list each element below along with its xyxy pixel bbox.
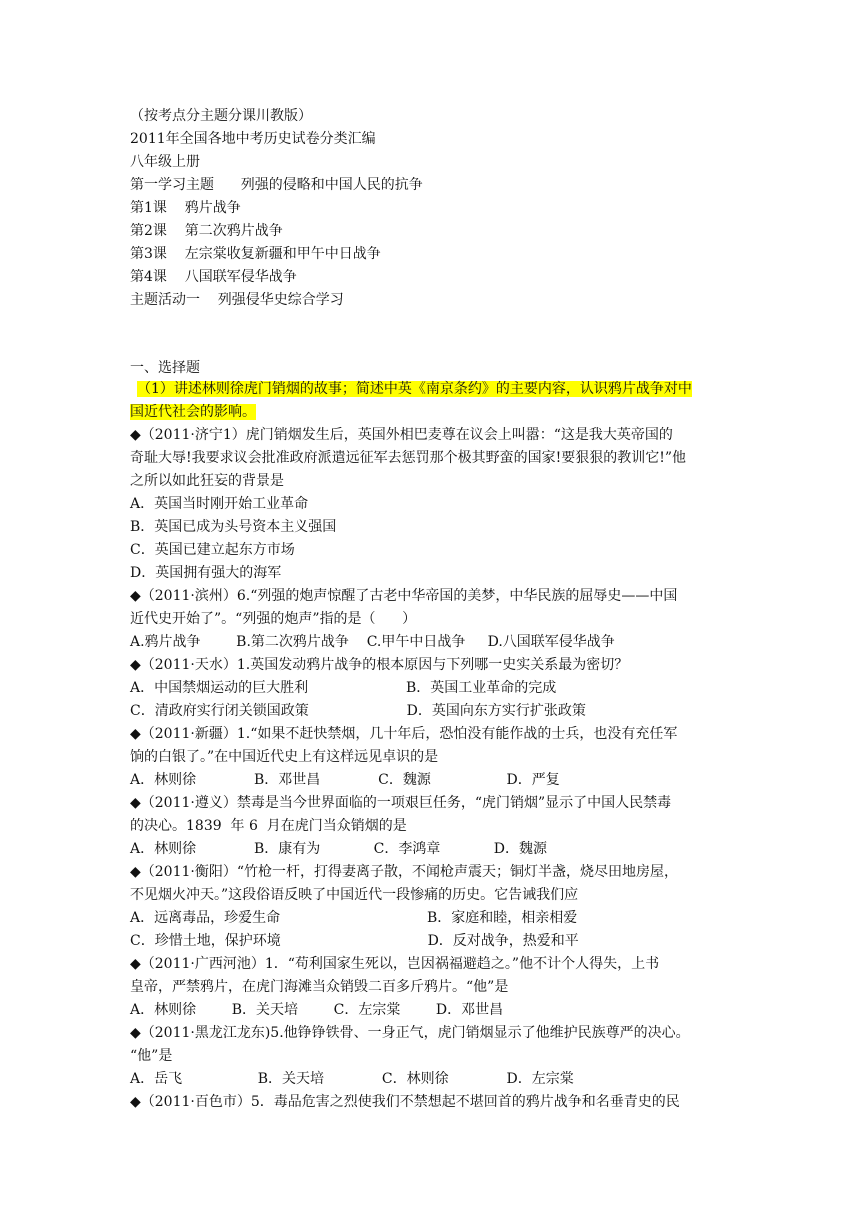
answer-option: A．林则徐 B．关天培 C．左宗棠 D．邓世昌 <box>130 1002 504 1018</box>
question-text: 奇耻大辱!我要求议会批准政府派遣远征军去惩罚那个极其野蛮的国家!要狠狠的教训它!”他 <box>130 450 687 466</box>
edition-note: （按考点分主题分课川教版） <box>130 108 312 124</box>
section-title: 一、选择题 <box>130 360 200 376</box>
answer-option: A．中国禁烟运动的巨大胜利 B．英国工业革命的完成 <box>130 680 557 696</box>
answer-option: A．林则徐 B．康有为 C．李鸿章 D．魏源 <box>130 841 547 857</box>
question-text: 近代史开始了”。“列强的炮声”指的是（ ） <box>130 611 417 627</box>
objective-line <box>130 403 256 421</box>
question-text: ◆（2011·衡阳）“竹枪一杆，打得妻离子散，不闻枪声震天；铜灯半盏，烧尽田地房屋， <box>130 864 679 880</box>
answer-option: B．英国已成为头号资本主义强国 <box>130 519 337 535</box>
answer-option: C．清政府实行闭关锁国政策 D．英国向东方实行扩张政策 <box>130 703 586 719</box>
lesson-item: 第1课 鸦片战争 <box>130 200 241 216</box>
answer-option: A．岳飞 B．关天培 C．林则徐 D．左宗棠 <box>130 1071 574 1087</box>
question-text: ◆（2011·遵义）禁毒是当今世界面临的一项艰巨任务，“虎门销烟”显示了中国人民禁毒 <box>130 795 672 811</box>
answer-option: C．英国已建立起东方市场 <box>130 542 295 558</box>
theme-heading: 第一学习主题 列强的侵略和中国人民的抗争 <box>130 177 423 193</box>
question-text: 之所以如此狂妄的背景是 <box>130 473 284 489</box>
collection-title: 2011年全国各地中考历史试卷分类汇编 <box>130 131 376 147</box>
question-text: ◆（2011·滨州）6.“列强的炮声惊醒了古老中华帝国的美梦，中华民族的屈辱史——中国 <box>130 588 678 604</box>
question-text: 皇帝，严禁鸦片，在虎门海滩当众销毁二百多斤鸦片。“他”是 <box>130 979 509 995</box>
question-text: ◆（2011·济宁1）虎门销烟发生后，英国外相巴麦尊在议会上叫嚣：“这是我大英帝国的 <box>130 427 673 443</box>
question-text: 不见烟火冲天。”这段俗语反映了中国近代一段惨痛的历史。它告诫我们应 <box>130 887 579 903</box>
answer-option: A．远离毒品，珍爱生命 B．家庭和睦，相亲相爱 <box>130 910 578 926</box>
question-text: 饷的白银了。”在中国近代史上有这样远见卓识的是 <box>130 749 439 765</box>
lesson-item: 第4课 八国联军侵华战争 <box>130 269 297 285</box>
grade-heading: 八年级上册 <box>130 154 200 170</box>
question-text: ◆（2011·天水）1.英国发动鸦片战争的根本原因与下列哪一史实关系最为密切？ <box>130 657 629 673</box>
question-text: ◆（2011·新疆）1.“如果不赶快禁烟，几十年后，恐怕没有能作战的士兵，也没有充任军 <box>130 726 678 742</box>
answer-option: D．英国拥有强大的海军 <box>130 565 282 581</box>
lesson-item: 第2课 第二次鸦片战争 <box>130 223 283 239</box>
question-text: 的决心。1839 年 6 月在虎门当众销烟的是 <box>130 818 407 834</box>
lesson-item: 第3课 左宗棠收复新疆和甲午中日战争 <box>130 246 381 262</box>
objective-line <box>137 380 692 398</box>
answer-option: C．珍惜土地，保护环境 D．反对战争，热爱和平 <box>130 933 579 949</box>
question-text: ◆（2011·黑龙江龙东)5.他铮铮铁骨、一身正气，虎门销烟显示了他维护民族尊严的决心。 <box>130 1025 690 1041</box>
question-text: “他”是 <box>130 1048 173 1064</box>
objective-highlight: 国近代社会的影响。 <box>130 404 256 420</box>
answer-option: A．林则徐 B．邓世昌 C．魏源 D．严复 <box>130 772 560 788</box>
answer-option: A.鸦片战争 B.第二次鸦片战争 C.甲午中日战争 D.八国联军侵华战争 <box>130 634 615 650</box>
answer-option: A．英国当时刚开始工业革命 <box>130 496 309 512</box>
question-text: ◆（2011·广西河池）1．“苟利国家生死以，岂因祸福避趋之。”他不计个人得失，上书 <box>130 956 660 972</box>
lesson-item: 主题活动一 列强侵华史综合学习 <box>130 292 344 308</box>
objective-highlight: （1）讲述林则徐虎门销烟的故事；简述中英《南京条约》的主要内容，认识鸦片战争对中 <box>137 381 692 397</box>
question-text: ◆（2011·百色市）5．毒品危害之烈使我们不禁想起不堪回首的鸦片战争和名垂青史的民 <box>130 1094 680 1110</box>
